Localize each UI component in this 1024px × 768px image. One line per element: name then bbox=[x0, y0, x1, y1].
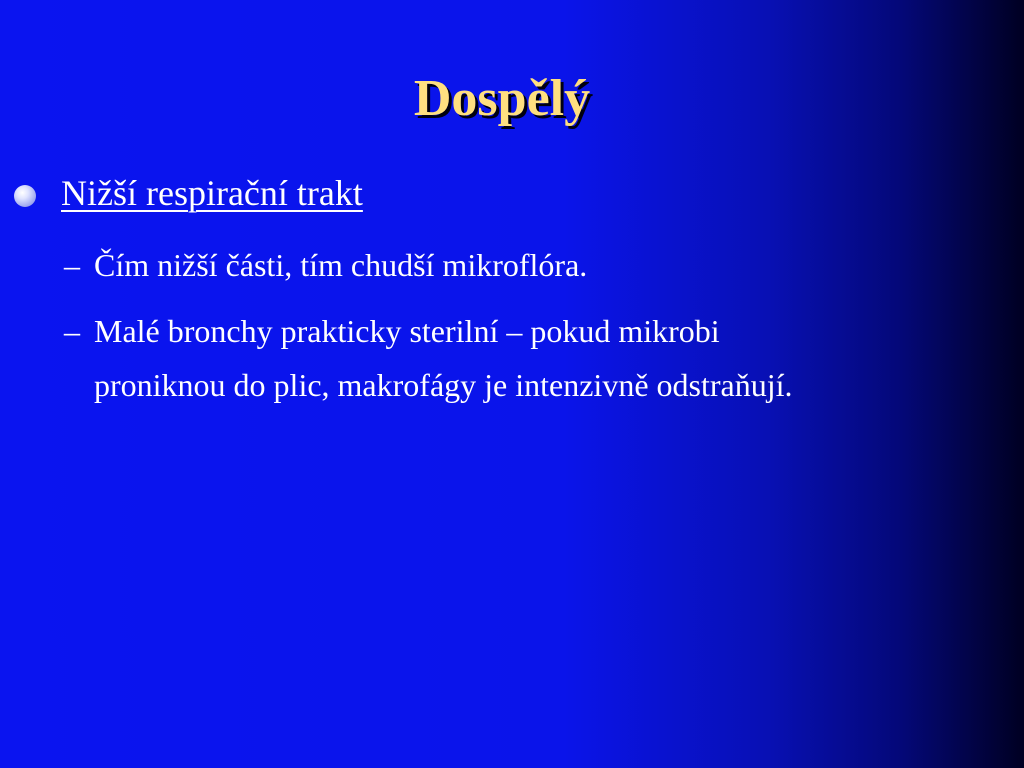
bullet-item bbox=[14, 166, 363, 220]
slide-title: Dospělý bbox=[413, 70, 591, 127]
bullet-dot-icon bbox=[14, 185, 36, 207]
bullet-text: Nižší respirační trakt bbox=[61, 173, 363, 213]
dash-icon: – bbox=[64, 313, 80, 349]
sub-item-text: Malé bronchy prakticky sterilní – pokud mikrobi bbox=[94, 313, 720, 349]
sub-item bbox=[64, 238, 964, 292]
sub-item-text: Čím nižší části, tím chudší mikroflóra. bbox=[94, 247, 588, 283]
sub-item bbox=[64, 304, 964, 412]
dash-icon: – bbox=[64, 247, 80, 283]
sub-item-text-continued: proniknou do plic, makrofágy je intenzivně odstraňují. bbox=[94, 367, 793, 403]
